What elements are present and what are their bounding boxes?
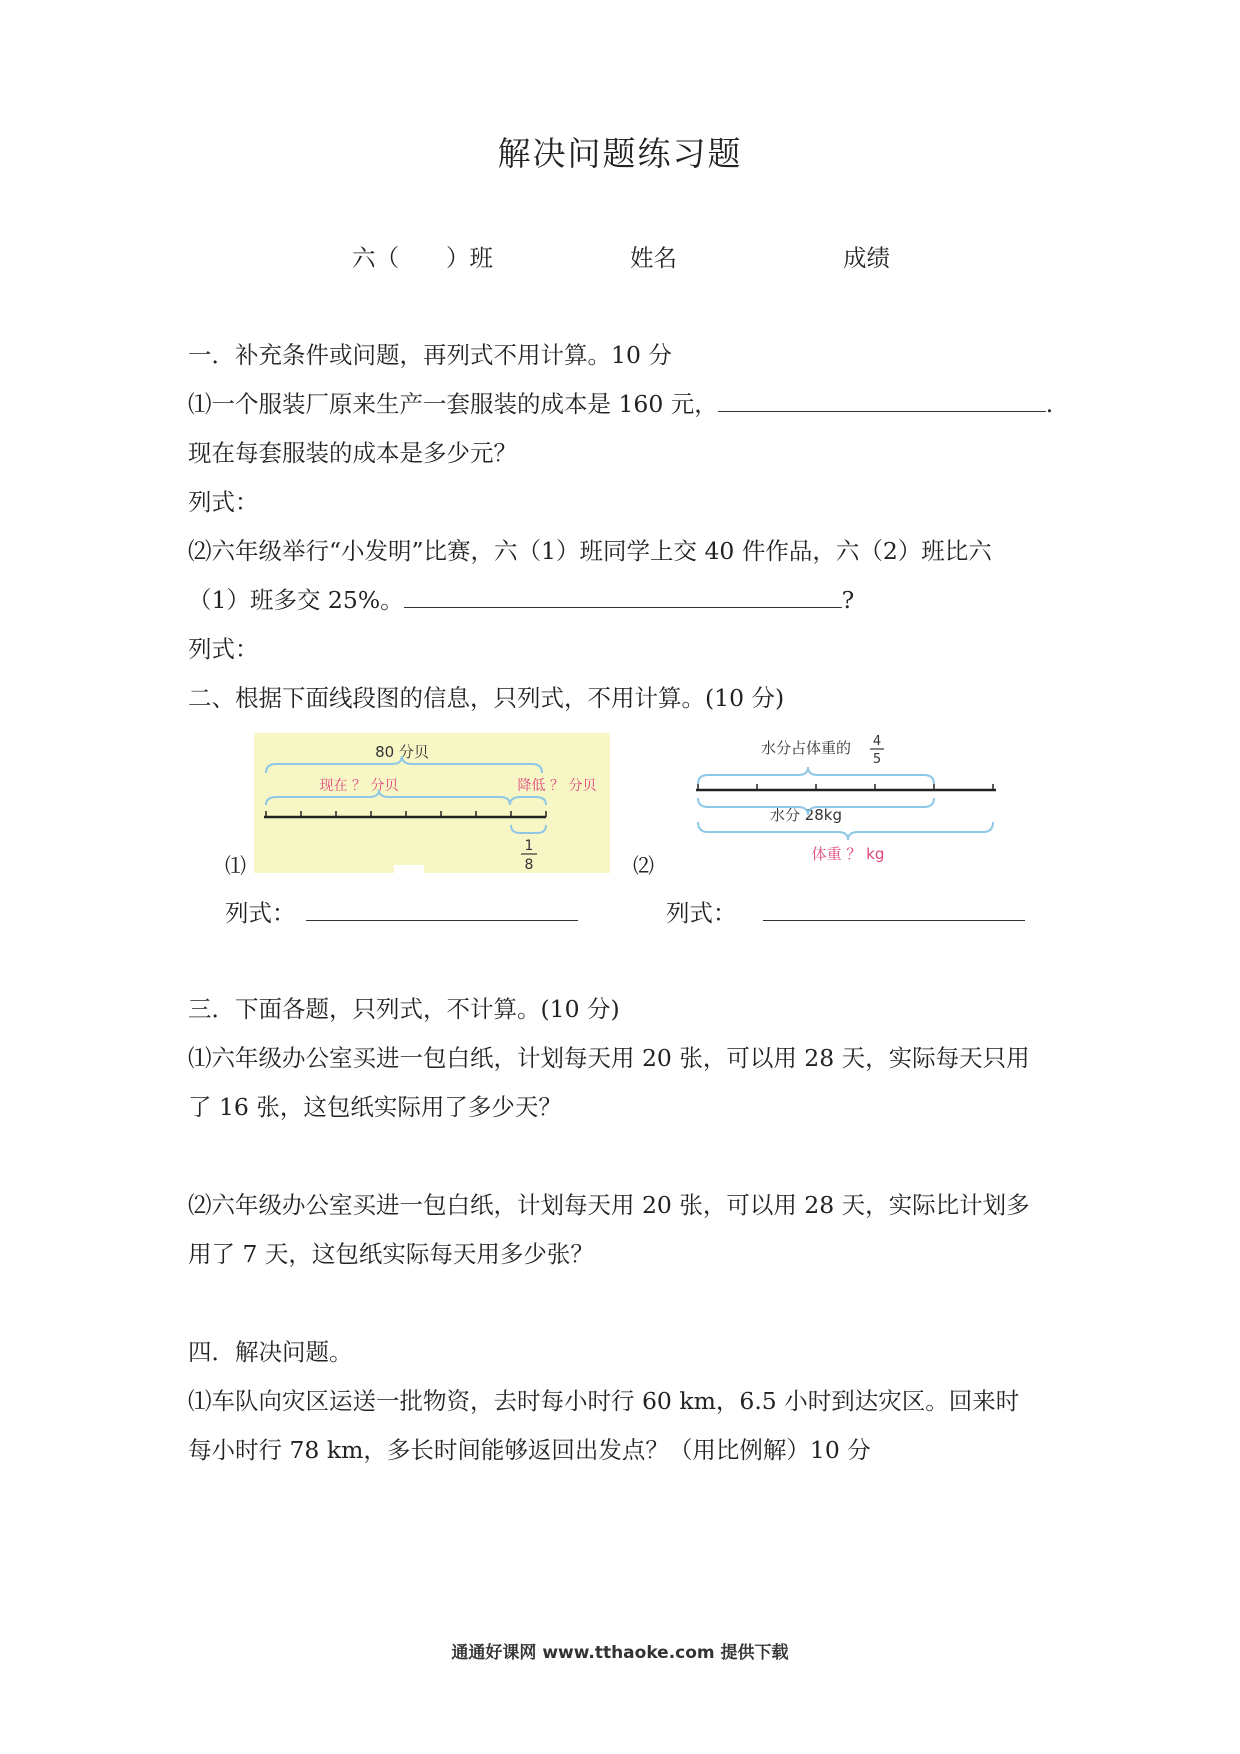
fig2-formula-label: 列式： bbox=[666, 899, 737, 927]
fig1-notch bbox=[394, 865, 424, 873]
fig2-formula bbox=[666, 898, 1025, 928]
s1-q2-line2 bbox=[188, 585, 854, 615]
fig2-frac-num: 4 bbox=[872, 734, 882, 749]
s1-q1-text: ⑴一个服装厂原来生产一套服装的成本是 160 元， bbox=[188, 390, 718, 418]
s4-q1-line1: ⑴车队向灾区运送一批物资，去时每小时行 60 km，6.5 小时到达灾区。回来时 bbox=[188, 1387, 1020, 1415]
s1-q2-end: ? bbox=[841, 586, 855, 614]
fig2-frac-den: 5 bbox=[872, 752, 882, 767]
class-label: 六（ ）班 bbox=[352, 244, 493, 272]
fig2-weight-bracket bbox=[698, 822, 993, 840]
page-footer: 通通好课网 www.tthaoke.com 提供下载 bbox=[451, 1643, 789, 1663]
s3-q2-line2: 用了 7 天，这包纸实际每天用多少张？ bbox=[188, 1240, 594, 1268]
fig2-weight-label: 体重 ？ kg bbox=[811, 845, 885, 863]
section3-heading: 三．下面各题，只列式，不计算。(10 分) bbox=[188, 995, 620, 1023]
s3-q1-line1: ⑴六年级办公室买进一包白纸，计划每天用 20 张，可以用 28 天，实际每天只用 bbox=[188, 1044, 1030, 1072]
s1-q1-line2: 现在每套服装的成本是多少元？ bbox=[188, 439, 517, 467]
fig1-now-label: 现在 ？ 分贝 bbox=[319, 778, 399, 794]
fig1-total-label: 80 分贝 bbox=[375, 743, 429, 761]
fig1-formula-blank[interactable] bbox=[306, 898, 578, 921]
s1-q2-text: （1）班多交 25%。 bbox=[188, 586, 404, 614]
s1-q2-line1: ⑵六年级举行“小发明”比赛，六（1）班同学上交 40 件作品，六（2）班比六 bbox=[188, 537, 992, 565]
s1-q1-answer-blank[interactable] bbox=[718, 389, 1046, 412]
fig1-reduced-label: 降低 ？ 分贝 bbox=[517, 778, 597, 794]
fig2-water-label: 水分 28kg bbox=[769, 806, 843, 824]
fig1-frac-num: 1 bbox=[524, 838, 534, 854]
s1-q2-answer-blank[interactable] bbox=[404, 585, 842, 608]
s1-q1-formula-label: 列式： bbox=[188, 488, 259, 516]
section1-heading: 一．补充条件或问题，再列式不用计算。10 分 bbox=[188, 341, 672, 369]
fig1-frac-den: 8 bbox=[524, 857, 534, 873]
s3-q2-line1: ⑵六年级办公室买进一包白纸，计划每天用 20 张，可以用 28 天，实际比计划多 bbox=[188, 1191, 1030, 1219]
fig1-number: ⑴ bbox=[225, 854, 246, 878]
s1-q2-formula-label: 列式： bbox=[188, 635, 259, 663]
fig2-number: ⑵ bbox=[633, 854, 654, 878]
page-title: 解决问题练习题 bbox=[497, 134, 743, 173]
fig1-segment-diagram bbox=[254, 733, 610, 873]
fig2-formula-blank[interactable] bbox=[763, 898, 1025, 921]
s3-q1-line2: 了 16 张，这包纸实际用了多少天？ bbox=[188, 1093, 562, 1121]
s1-q1-line1 bbox=[188, 389, 1053, 419]
section2-heading: 二、根据下面线段图的信息，只列式，不用计算。(10 分) bbox=[188, 684, 785, 712]
fig1-formula-label: 列式： bbox=[225, 899, 296, 927]
fig1-formula bbox=[225, 898, 578, 928]
section4-heading: 四．解决问题。 bbox=[188, 1338, 353, 1366]
name-label: 姓名 bbox=[630, 244, 677, 272]
score-label: 成绩 bbox=[843, 244, 890, 272]
fig2-ratio-label: 水分占体重的 bbox=[760, 739, 852, 757]
fig1-background bbox=[254, 733, 610, 873]
s1-q1-end: . bbox=[1045, 390, 1054, 418]
fig2-segment-diagram bbox=[688, 728, 1008, 873]
fig2-ratio-bracket bbox=[698, 767, 934, 784]
s4-q1-line2: 每小时行 78 km，多长时间能够返回出发点？（用比例解）10 分 bbox=[188, 1436, 871, 1464]
